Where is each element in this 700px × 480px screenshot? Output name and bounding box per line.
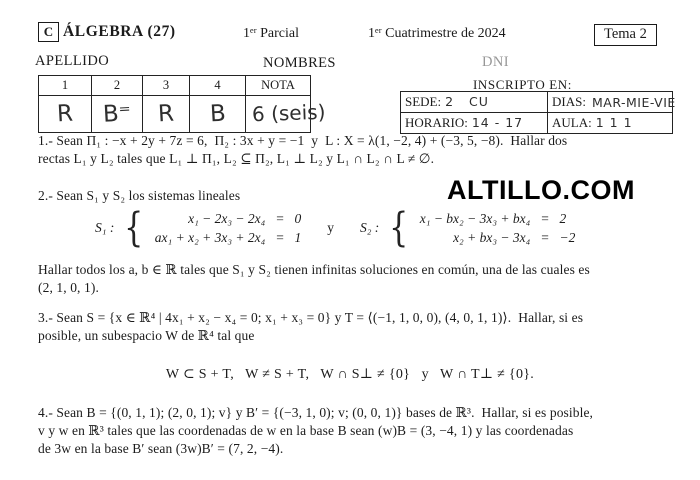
exercise2-intro: 2.- Sean S₁ y S₂ los sistemas lineales [38, 188, 241, 203]
system2-label: S₂ : [359, 220, 380, 235]
system2-brace: { [389, 205, 409, 251]
s1-eq2-equals: = [275, 230, 285, 245]
exercise2-systems [95, 205, 576, 251]
dias-value: MAR-MIE-VIE [592, 95, 676, 110]
grade-table-value-row [39, 96, 311, 133]
exercise2-outro-line1: Hallar todos los a, b ∈ ℝ tales que S₁ y S₂ tienen infinitas soluciones en común, una de las cuales es [38, 262, 590, 277]
tema-box: Tema 2 [594, 24, 657, 46]
exercise3-line1: 3.- Sean S = {x ∈ ℝ⁴ | 4x₁ + x₂ − x₄ = 0; x₁ + x₃ = 0} y T = ⟨(−1, 1, 0, 0), (4, 0, 1, 1)⟩. Hallar, si es [38, 310, 584, 325]
apellido-label: APELLIDO [35, 53, 110, 69]
grade-cell-3 [143, 96, 190, 133]
grade-value-nota: 6 (seis) [251, 99, 326, 127]
exercise3-line2: posible, un subespacio W de ℝ⁴ tal que [38, 328, 255, 343]
system1-brace: { [124, 205, 144, 251]
grade-cell-2 [92, 96, 143, 133]
system1-equations [155, 209, 301, 247]
grade-value-4: B [208, 100, 227, 128]
grade-header-1: 1 [39, 76, 92, 96]
exercise4-line1: 4.- Sean B = {(0, 1, 1); (2, 0, 1); v} y B′ = {(−3, 1, 0); v; (0, 0, 1)} bases de ℝ³. Hallar, si es posible, [38, 405, 594, 420]
grade-header-2: 2 [92, 76, 143, 96]
inscription-row-1 [401, 92, 673, 113]
sede-cell [401, 92, 548, 113]
inscription-row-2 [401, 113, 673, 134]
exam-label: 1ᵉʳ Parcial [243, 26, 299, 41]
course-code-box: C [38, 22, 59, 42]
sede-label: SEDE: [405, 94, 442, 109]
grade-value-1: R [56, 100, 74, 128]
horario-cell [401, 113, 548, 134]
exercise1-line1: 1.- Sean Π₁ : −x + 2y + 7z = 6, Π₂ : 3x + y = −1 y L : X = λ(1, −2, 4) + (−3, 5, −8). Hallar dos [38, 133, 568, 148]
s1-eq1-equals: = [275, 211, 285, 226]
inscription-table [400, 91, 676, 134]
dias-label: DIAS: [552, 94, 586, 109]
s2-eq2-lhs: x₂ + bx₃ − 3x₄ [453, 230, 531, 245]
grade-table [38, 75, 326, 133]
s2-eq1-equals: = [540, 211, 550, 226]
inscription-title: INSCRIPTO EN: [473, 77, 572, 92]
course-title: ÁLGEBRA (27) [63, 23, 176, 40]
grade-value-3: R [157, 100, 175, 128]
aula-value: 1 1 1 [595, 115, 633, 130]
term-label: 1ᵉʳ Cuatrimestre de 2024 [368, 26, 506, 41]
systems-connector: y [327, 220, 334, 235]
grade-value-2: B⁼ [102, 100, 132, 128]
grade-cell-1 [39, 96, 92, 133]
exercise1-line2: rectas L₁ y L₂ tales que L₁ ⊥ Π₁, L₂ ⊆ Π₂, L₁ ⊥ L₂ y L₁ ∩ L₂ ∩ L ≠ ∅. [38, 151, 435, 166]
dni-label: DNI [482, 54, 509, 70]
s1-eq1-rhs: 0 [294, 211, 302, 226]
horario-value: 14 - 17 [471, 115, 524, 130]
aula-cell [548, 113, 673, 134]
system2-equations [420, 209, 576, 247]
s2-eq2-equals: = [540, 230, 550, 245]
aula-label: AULA: [552, 115, 592, 130]
s1-eq1-lhs: x₁ − 2x₃ − 2x₄ [188, 211, 266, 226]
grade-header-4: 4 [190, 76, 246, 96]
grade-cell-4 [190, 96, 246, 133]
s2-eq1-rhs: 2 [559, 211, 567, 226]
grade-header-nota: NOTA [246, 76, 311, 96]
system1-label: S₁ : [95, 220, 115, 235]
s2-eq1-lhs: x₁ − bx₂ − 3x₃ + bx₄ [419, 211, 531, 226]
grade-header-3: 3 [143, 76, 190, 96]
dias-cell [548, 92, 676, 113]
exercise4-line3: de 3w en la base B′ sean (3w)B′ = (7, 2, −4). [38, 441, 284, 456]
grade-cell-nota [246, 96, 326, 133]
exercise3-display-equation: W ⊂ S + T, W ≠ S + T, W ∩ S⊥ ≠ {0} y W ∩ T⊥ ≠ {0}. [165, 367, 535, 382]
nombres-label: NOMBRES [263, 55, 336, 71]
s2-eq2-rhs: −2 [559, 230, 576, 245]
horario-label: HORARIO: [405, 115, 468, 130]
s1-eq2-lhs: ax₁ + x₂ + 3x₃ + 2x₄ [154, 230, 266, 245]
grade-table-header-row [39, 76, 311, 96]
sede-value: 2 CU [445, 94, 489, 109]
exercise2-outro-line2: (2, 1, 0, 1). [38, 280, 99, 295]
exercise4-line2: v y w en ℝ³ tales que las coordenadas de w en la base B sean (w)B = (3, −4, 1) y las coordenadas [38, 423, 574, 438]
s1-eq2-rhs: 1 [294, 230, 302, 245]
altillo-watermark: ALTILLO.COM [447, 175, 635, 205]
